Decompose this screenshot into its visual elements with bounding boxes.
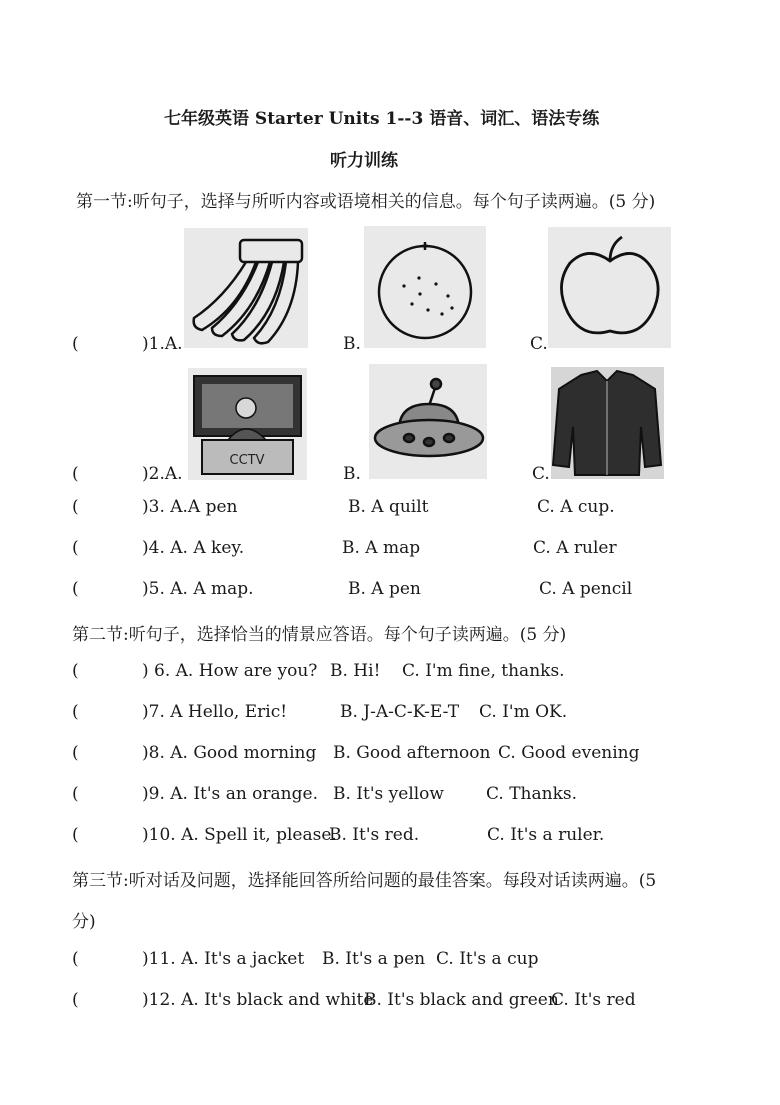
tv-brand-label: CCTV bbox=[229, 453, 265, 468]
answer-bracket: ( bbox=[72, 825, 79, 845]
q2-option-c: C. bbox=[532, 464, 550, 484]
tv-presenter-icon bbox=[188, 368, 307, 480]
page-title: 七年级英语 Starter Units 1--3 语音、词汇、语法专练 bbox=[164, 109, 600, 129]
q7-option-b: B. J-A-C-K-E-T bbox=[340, 702, 460, 722]
section-3-heading: 第三节:听对话及问题，选择能回答所给问题的最佳答案。每段对话读两遍。(5 bbox=[72, 871, 657, 891]
q11-option-b: B. It's a pen bbox=[322, 949, 426, 969]
q4-option-c: C. A ruler bbox=[533, 538, 617, 558]
orange-picture bbox=[364, 226, 486, 348]
orange-icon bbox=[364, 226, 486, 348]
page-subtitle: 听力训练 bbox=[330, 151, 398, 171]
q10-option-a: )10. A. Spell it, please. bbox=[142, 825, 337, 845]
jacket-picture bbox=[551, 367, 664, 479]
answer-bracket: ( bbox=[72, 497, 79, 517]
answer-bracket: ( bbox=[72, 702, 79, 722]
section-3-heading-cont: 分) bbox=[72, 912, 96, 932]
banana-icon bbox=[184, 228, 308, 348]
q8-option-b: B. Good afternoon bbox=[333, 743, 491, 763]
q8-option-a: )8. A. Good morning bbox=[142, 743, 317, 763]
q1-option-b: B. bbox=[343, 334, 361, 354]
q10-option-b: B. It's red. bbox=[329, 825, 420, 845]
q5-option-c: C. A pencil bbox=[539, 579, 633, 599]
apple-picture bbox=[548, 227, 671, 348]
section-2-heading: 第二节:听句子，选择恰当的情景应答语。每个句子读两遍。(5 分) bbox=[72, 625, 567, 645]
q9-option-b: B. It's yellow bbox=[333, 784, 444, 804]
q7-option-a: )7. A Hello, Eric! bbox=[142, 702, 288, 722]
q1-option-c: C. bbox=[530, 334, 548, 354]
q6-option-a: ) 6. A. How are you? bbox=[142, 661, 318, 681]
apple-icon bbox=[548, 227, 671, 348]
q6-option-b: B. Hi! bbox=[330, 661, 381, 681]
q8-option-c: C. Good evening bbox=[498, 743, 640, 763]
ufo-icon bbox=[369, 364, 487, 479]
q3-option-c: C. A cup. bbox=[537, 497, 615, 517]
answer-bracket: ( bbox=[72, 743, 79, 763]
tv-presenter-picture bbox=[188, 368, 307, 480]
q12-option-c: C. It's red bbox=[551, 990, 636, 1010]
q3-option-a: )3. A.A pen bbox=[142, 497, 238, 517]
q5-option-a: )5. A. A map. bbox=[142, 579, 254, 599]
q6-option-c: C. I'm fine, thanks. bbox=[402, 661, 565, 681]
answer-bracket: ( bbox=[72, 334, 79, 354]
answer-bracket: ( bbox=[72, 579, 79, 599]
q2-label: )2.A. bbox=[142, 464, 183, 484]
q4-option-a: )4. A. A key. bbox=[142, 538, 245, 558]
q9-option-a: )9. A. It's an orange. bbox=[142, 784, 318, 804]
q11-option-c: C. It's a cup bbox=[436, 949, 539, 969]
q2-option-b: B. bbox=[343, 464, 361, 484]
q5-option-b: B. A pen bbox=[348, 579, 421, 599]
q10-option-c: C. It's a ruler. bbox=[487, 825, 605, 845]
q11-option-a: )11. A. It's a jacket bbox=[142, 949, 305, 969]
answer-bracket: ( bbox=[72, 949, 79, 969]
q7-option-c: C. I'm OK. bbox=[479, 702, 568, 722]
q9-option-c: C. Thanks. bbox=[486, 784, 578, 804]
jacket-icon bbox=[551, 367, 664, 479]
ufo-picture bbox=[369, 364, 487, 479]
answer-bracket: ( bbox=[72, 990, 79, 1010]
answer-bracket: ( bbox=[72, 538, 79, 558]
answer-bracket: ( bbox=[72, 464, 79, 484]
q1-label: )1.A. bbox=[142, 334, 183, 354]
q3-option-b: B. A quilt bbox=[348, 497, 429, 517]
q12-option-a: )12. A. It's black and white bbox=[142, 990, 374, 1010]
banana-picture bbox=[184, 228, 308, 348]
section-1-heading: 第一节:听句子，选择与所听内容或语境相关的信息。每个句子读两遍。(5 分) bbox=[76, 192, 656, 212]
q12-option-b: B. It's black and green bbox=[364, 990, 559, 1010]
answer-bracket: ( bbox=[72, 784, 79, 804]
q4-option-b: B. A map bbox=[342, 538, 421, 558]
answer-bracket: ( bbox=[72, 661, 79, 681]
